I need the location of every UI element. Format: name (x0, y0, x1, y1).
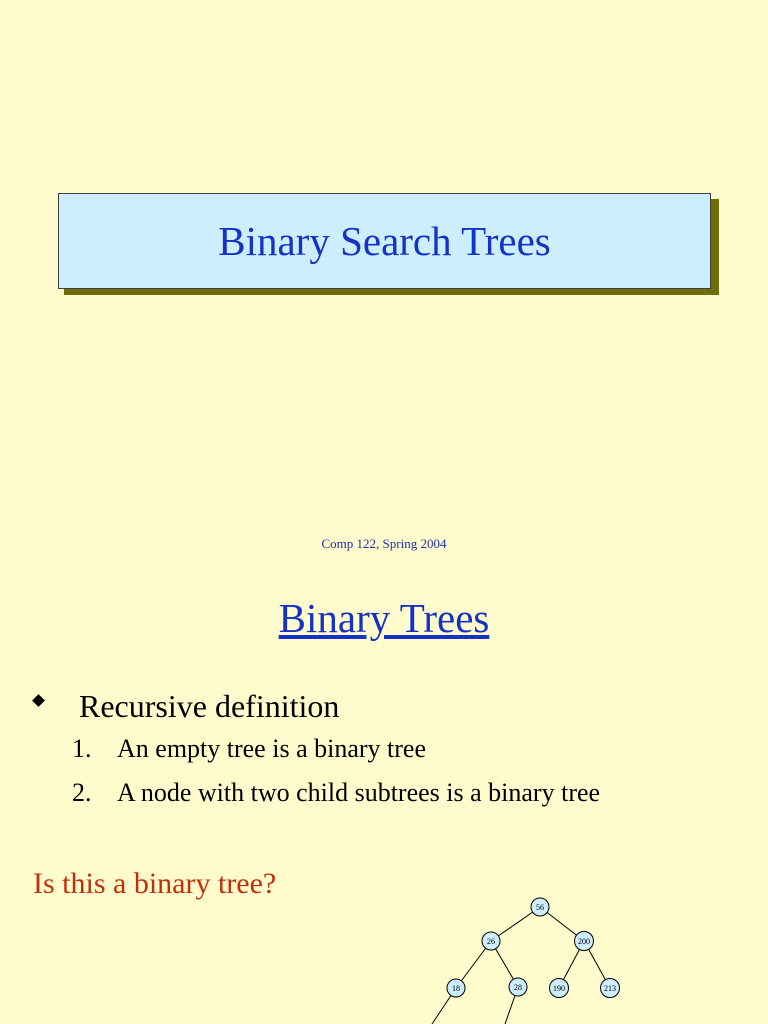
numbered-item (72, 778, 600, 808)
numbered-item (72, 734, 426, 764)
node-label: 190 (553, 984, 565, 993)
question-text: Is this a binary tree? (33, 867, 277, 900)
diamond-bullet-icon (32, 694, 45, 707)
bullet-text: Recursive definition (79, 688, 340, 724)
tree-node (575, 932, 594, 951)
binary-tree-diagram (420, 890, 640, 1024)
node-label: 28 (514, 983, 522, 992)
tree-node (550, 979, 569, 998)
bullet-item (34, 688, 339, 725)
tree-node (482, 932, 500, 950)
node-label: 18 (452, 984, 460, 993)
item-text: An empty tree is a binary tree (117, 734, 426, 763)
node-label: 26 (487, 937, 495, 946)
title-box (58, 193, 711, 289)
tree-node (509, 978, 527, 996)
slide-title: Binary Search Trees (218, 218, 551, 264)
node-label: 200 (578, 937, 590, 946)
tree-node (447, 979, 465, 997)
item-text: A node with two child subtrees is a binary tree (117, 778, 601, 807)
section-title: Binary Trees (278, 595, 490, 641)
node-label: 213 (604, 984, 616, 993)
item-number: 2. (72, 778, 92, 807)
tree-node (601, 979, 620, 998)
item-number: 1. (72, 734, 92, 763)
slide-footer: Comp 122, Spring 2004 (321, 536, 447, 551)
tree-node (531, 898, 549, 916)
node-label: 56 (536, 903, 544, 912)
